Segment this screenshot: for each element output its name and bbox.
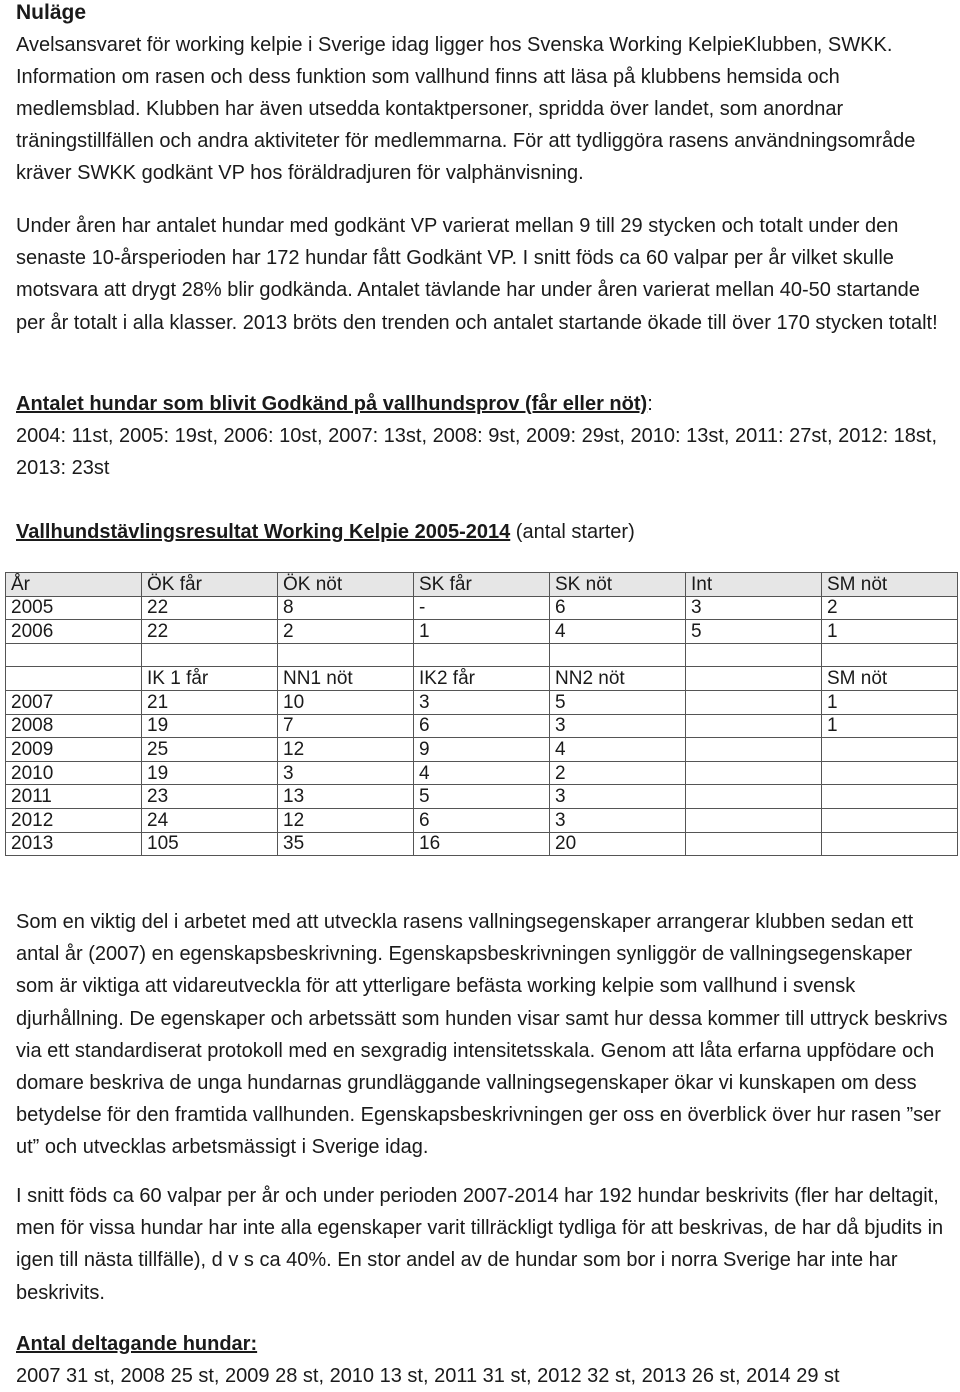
table-header-row <box>6 573 958 597</box>
table-cell: 2006 <box>6 620 142 644</box>
table-cell: - <box>414 596 550 620</box>
table-cell: 7 <box>278 714 414 738</box>
results-table <box>5 572 958 856</box>
table-cell: 12 <box>278 738 414 762</box>
table-cell: 3 <box>278 761 414 785</box>
table-cell: 8 <box>278 596 414 620</box>
table-cell <box>6 667 142 691</box>
paragraph-trait-description: Som en viktig del i arbetet med att utveckla rasens vallningsegenskaper arrangerar klubben sedan ett antal år (2007) en egenskapsbeskrivning. Egenskapsbeskrivningen synliggör de vallningsegenskaper som är viktiga att vidareutveckla för att ytterligare befästa working kelpie som vallhund i svensk djurhållning. De egenskaper och arbetssätt som hunden visar samt hur dessa kommer till uttryck beskrivs via ett standardiserat protokoll med en sexgradig intensitetsskala. Genom att låta erfarna uppfödare och domare beskriva de unga hundarnas grundläggande vallningsegenskaper ökar vi kunskapen om dess betydelse för den framtida vallhunden. Egenskapsbeskrivningen ger oss en överblick över hur rasen ”ser ut” och utvecklas arbetsmässigt i Sverige idag. <box>16 911 948 1159</box>
table-cell <box>686 832 822 856</box>
table-cell <box>822 808 958 832</box>
participants-heading: Antal deltagande hundar: <box>16 1333 258 1355</box>
table-cell: 23 <box>142 785 278 809</box>
table-cell: 1 <box>822 714 958 738</box>
table-cell: 6 <box>414 808 550 832</box>
table-cell: 2011 <box>6 785 142 809</box>
table-cell <box>822 832 958 856</box>
table-cell: NN1 nöt <box>278 667 414 691</box>
table-cell: 20 <box>550 832 686 856</box>
table-cell: ÖK nöt <box>278 573 414 597</box>
table-cell <box>686 667 822 691</box>
table-row <box>6 690 958 714</box>
table-cell: 19 <box>142 714 278 738</box>
table-cell: 2009 <box>6 738 142 762</box>
table-cell: 4 <box>550 620 686 644</box>
table-cell: 2005 <box>6 596 142 620</box>
table-cell: IK 1 får <box>142 667 278 691</box>
table-cell: 105 <box>142 832 278 856</box>
table-cell <box>822 643 958 667</box>
table-cell: 3 <box>550 785 686 809</box>
paragraph-breeding-responsibility: Avelsansvaret för working kelpie i Sverige idag ligger hos Svenska Working KelpieKlubben, SWKK. Information om rasen och dess funktion som vallhund finns att läsa på klubbens hemsida och medlemsblad. Klubben har även utsedda kontaktpersoner, spridda över landet, som anordnar träningstillfällen och andra aktiviteter för medlemmarna. För att tydliggöra rasens användningsområde kräver SWKK godkänt VP hos föräldradjuren för valphänvisning. <box>16 34 916 184</box>
table-cell: ÖK får <box>142 573 278 597</box>
table-cell <box>550 643 686 667</box>
table-row <box>6 761 958 785</box>
table-cell: 22 <box>142 620 278 644</box>
table-cell: 16 <box>414 832 550 856</box>
table-cell <box>686 785 822 809</box>
table-cell <box>686 808 822 832</box>
table-cell: 2008 <box>6 714 142 738</box>
table-cell: 5 <box>550 690 686 714</box>
table-cell: 21 <box>142 690 278 714</box>
table-cell: 2010 <box>6 761 142 785</box>
table-cell: 6 <box>550 596 686 620</box>
table-cell: 35 <box>278 832 414 856</box>
table-cell: 10 <box>278 690 414 714</box>
approved-dogs-heading-colon: : <box>647 393 653 415</box>
table-cell: 13 <box>278 785 414 809</box>
results-title <box>16 516 951 548</box>
table-cell <box>278 643 414 667</box>
table-cell: 3 <box>550 808 686 832</box>
table-cell: SM nöt <box>822 573 958 597</box>
table-cell <box>822 761 958 785</box>
table-cell <box>6 643 142 667</box>
table-cell: SM nöt <box>822 667 958 691</box>
table-cell <box>686 761 822 785</box>
table-spacer-row <box>6 643 958 667</box>
table-row <box>6 832 958 856</box>
table-cell: 2 <box>822 596 958 620</box>
table-cell: 25 <box>142 738 278 762</box>
table-cell: År <box>6 573 142 597</box>
table-cell: 2 <box>550 761 686 785</box>
table-cell: 24 <box>142 808 278 832</box>
table-row <box>6 808 958 832</box>
table-cell: SK nöt <box>550 573 686 597</box>
table-cell: 3 <box>550 714 686 738</box>
section-heading-nulage: Nuläge <box>16 1 87 24</box>
table-cell <box>142 643 278 667</box>
table-row <box>6 596 958 620</box>
table-cell: 1 <box>414 620 550 644</box>
table-cell: 1 <box>822 620 958 644</box>
approved-dogs-section <box>16 388 951 485</box>
table-cell: Int <box>686 573 822 597</box>
table-cell <box>686 738 822 762</box>
approved-dogs-counts: 2004: 11st, 2005: 19st, 2006: 10st, 2007: 13st, 2008: 9st, 2009: 29st, 2010: 13st, 2011: 27st, 2012: 18st, 2013: 23st <box>16 425 938 480</box>
table-cell: 5 <box>686 620 822 644</box>
table-cell <box>686 714 822 738</box>
table-cell: 2012 <box>6 808 142 832</box>
table-cell <box>686 643 822 667</box>
table-cell: NN2 nöt <box>550 667 686 691</box>
table-row <box>6 785 958 809</box>
table-cell: 5 <box>414 785 550 809</box>
table-cell: 2007 <box>6 690 142 714</box>
table-cell: 9 <box>414 738 550 762</box>
paragraph-described-dogs: I snitt föds ca 60 valpar per år och under perioden 2007-2014 har 192 hundar beskrivits (fler har deltagit, men för vissa hundar har inte alla egenskaper varit tillräckligt tydliga för att beskrivas, de har då bjudits in igen till nästa tillfälle), d v s ca 40%. En stor andel av de hundar som bor i norra Sverige har inte har beskrivits. <box>16 1185 944 1304</box>
table-cell: 4 <box>414 761 550 785</box>
participants-counts: 2007 31 st, 2008 25 st, 2009 28 st, 2010 13 st, 2011 31 st, 2012 32 st, 2013 26 st, 2014 29 st <box>16 1365 840 1388</box>
table-cell: 6 <box>414 714 550 738</box>
table-cell: 19 <box>142 761 278 785</box>
approved-dogs-heading: Antalet hundar som blivit Godkänd på vallhundsprov (får eller nöt) <box>16 393 648 415</box>
table-cell: 1 <box>822 690 958 714</box>
table-cell: 3 <box>414 690 550 714</box>
table-cell: 2 <box>278 620 414 644</box>
table-header-row <box>6 667 958 691</box>
table-row <box>6 714 958 738</box>
table-cell: 4 <box>550 738 686 762</box>
results-heading: Vallhundstävlingsresultat Working Kelpie 2005-2014 <box>16 521 511 543</box>
table-cell <box>414 643 550 667</box>
table-cell: 12 <box>278 808 414 832</box>
table-cell: IK2 får <box>414 667 550 691</box>
table-cell: 2013 <box>6 832 142 856</box>
table-cell: 3 <box>686 596 822 620</box>
table-cell <box>686 690 822 714</box>
table-cell: SK får <box>414 573 550 597</box>
table-cell <box>822 738 958 762</box>
table-row <box>6 738 958 762</box>
table-row <box>6 620 958 644</box>
results-heading-suffix: (antal starter) <box>510 521 635 543</box>
paragraph-vp-statistics: Under åren har antalet hundar med godkänt VP varierat mellan 9 till 29 stycken och totalt under den senaste 10-årsperioden har 172 hundar fått Godkänt VP. I snitt föds ca 60 valpar per år vilket skulle motsvara att drygt 28% blir godkända. Antalet tävlande har under åren varierat mellan 40-50 startande per år totalt i alla klasser. 2013 bröts den trenden och antalet startande ökade till över 170 stycken totalt! <box>16 215 938 334</box>
participants-section <box>16 1328 951 1392</box>
table-cell <box>822 785 958 809</box>
table-cell: 22 <box>142 596 278 620</box>
